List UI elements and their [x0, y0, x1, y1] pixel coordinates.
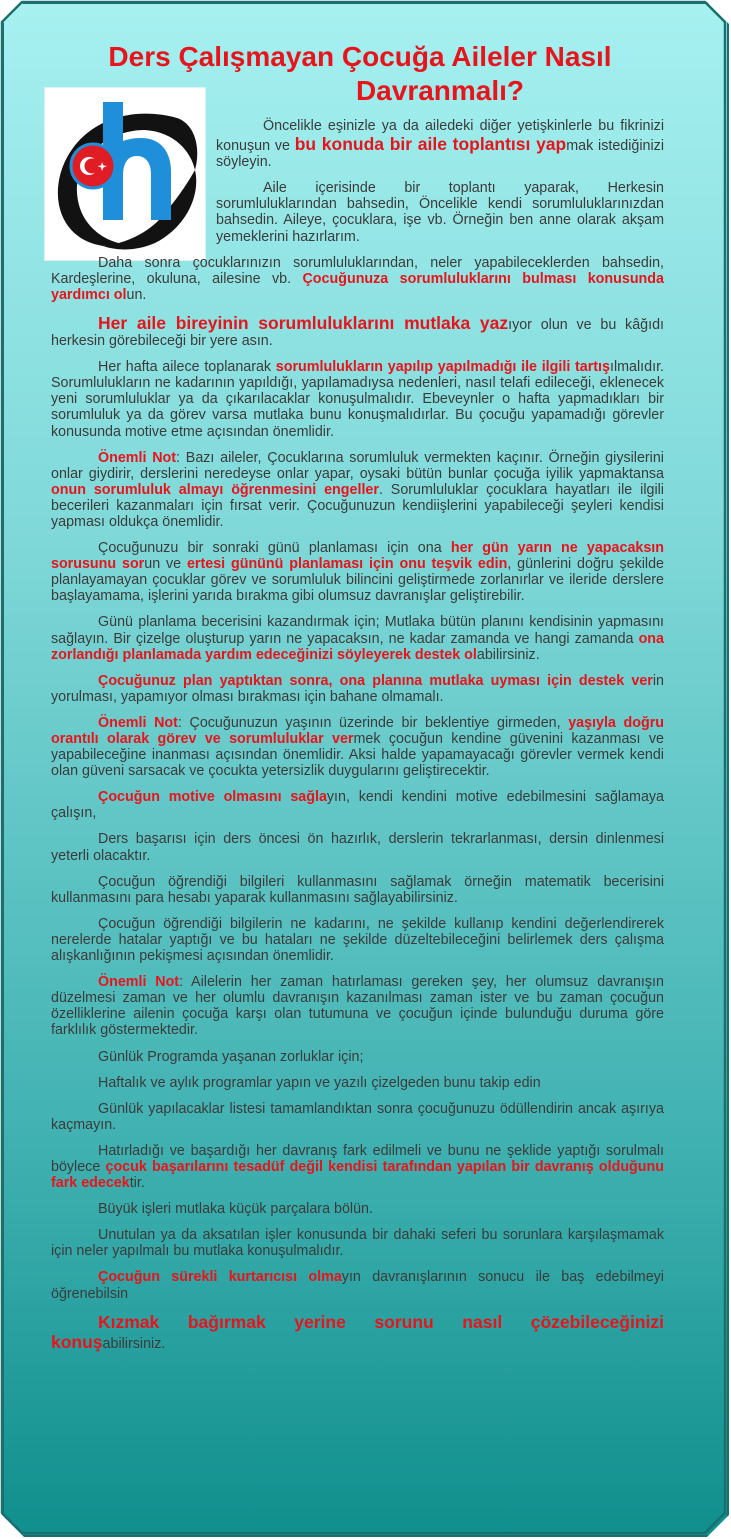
- body-text: : Ailelerin her zaman hatırlaması gereken şey, her olumsuz davranışın düzelmesi zaman ve her olumlu davranışın kazanılması zaman ister ve bu zaman çocuğun özelliklerine ailenin çocuğa karşı olan tutumuna ve çocuğun içinde bulunduğu duruma göre farklılık göstermektedir.: [51, 974, 664, 1039]
- body-text: Büyük işleri mutlaka küçük parçalara bölün.: [98, 1201, 373, 1218]
- article-paragraph: [51, 1075, 664, 1091]
- highlighted-text: sorumlulukların yapılıp yapılmadığı ile ilgili tartış: [275, 359, 610, 376]
- article-paragraph: [51, 673, 664, 705]
- body-text: Haftalık ve aylık programlar yapın ve yazılı çizelgeden bunu takip edin: [98, 1074, 541, 1091]
- highlighted-text: çocuk başarılarını tesadüf değil kendisi tarafından yapılan bir davranış olduğunu fark edecek: [51, 1158, 664, 1192]
- article-paragraph: [51, 1101, 664, 1133]
- highlighted-text: Çocuğun motive olmasını sağla: [98, 789, 327, 806]
- body-text: Unutulan ya da aksatılan işler konusunda bir dahaki seferi bu sorunlara karşılaşmamak için neler yapılmalı bu mutlaka konuşulmalıdır.: [51, 1227, 664, 1260]
- body-text: tir.: [129, 1175, 145, 1192]
- body-text: Öncelikle eşinizle ya da ailedeki diğer yetişkinlerle bu fikrinizi konuşun ve: [216, 118, 664, 155]
- page-title-line-2: Davranmalı?: [355, 75, 525, 106]
- highlighted-text: ertesi gününü planlaması için onu teşvik edin: [186, 556, 508, 573]
- highlighted-text: Çocuğunuz plan yaptıktan sonra, ona planına mutlaka uyması için destek ver: [98, 672, 653, 689]
- body-text: Çocuğun öğrendiği bilgileri kullanmasını sağlamak örneğin matematik becerisini kullanmasını para hesabı yaparak kullanmasını sağlayabilirsiniz.: [51, 873, 664, 906]
- article-paragraph: [51, 1312, 664, 1352]
- highlighted-text: bu konuda bir aile toplantısı yap: [294, 134, 567, 155]
- article-paragraph: [51, 1201, 664, 1217]
- highlighted-text: Önemli Not: [98, 714, 178, 731]
- article-paragraph: [51, 1049, 664, 1065]
- article-paragraph: [51, 359, 664, 439]
- body-text: Günlük yapılacaklar listesi tamamlandıktan sonra çocuğunuzu ödüllendirin ancak aşırıya kaçmayın.: [51, 1100, 664, 1133]
- article-paragraph: [51, 831, 664, 863]
- page-title-line-1: Ders Çalışmayan Çocuğa Aileler Nasıl: [108, 41, 612, 72]
- body-text: in yorulması, yapamıyor olması bırakması için bahane olmamalı.: [51, 672, 664, 705]
- body-text: Ders başarısı için ders öncesi ön hazırlık, derslerin tekrarlanması, dersin dinlenmesi yeterli olacaktır.: [51, 831, 664, 864]
- body-text: . Sorumluluklar çocuklara hayatları ile ilgili becerileri kazanmaları için fırsat verir. Çocuğunuzun kendiişlerini yapabileceği şeyleri kendisi yapması oldukça önemlidir.: [51, 481, 664, 530]
- highlighted-text: her gün yarın ne yapacaksın sorusunu sor: [51, 540, 665, 573]
- highlighted-text: Çocuğun sürekli kurtarıcısı olma: [98, 1269, 342, 1286]
- article-paragraph: [51, 715, 664, 779]
- article-paragraph: [51, 255, 664, 303]
- article-paragraph: [216, 180, 664, 244]
- body-text: , günlerini doğru şekilde planlayamayan çocuklar görev ve sorumluluk bilincini geliştirmede zorlanırlar ve ileride derslere başlayamama, işlerini yarıda bırakma gibi olumsuz davranışlar geliştirebilir.: [51, 556, 664, 605]
- body-text: Aile içerisinde bir toplantı yaparak, Herkesin sorumluluklarından bahsedin, Öncelikle kendi sorumluluklarınızdan bahsedin. Aileye, çocuklara, işe vb. Örneğin ben anne olarak akşam yemeklerini hazırlarım.: [216, 180, 664, 245]
- article-paragraph: [51, 614, 664, 662]
- body-text: Her hafta ailece toplanarak: [98, 359, 276, 376]
- highlighted-text: Her aile bireyinin sorumluluklarını mutlaka yaz: [98, 312, 509, 333]
- body-text: mak istediğinizi söyleyin.: [216, 138, 664, 171]
- body-text: un ve: [144, 556, 187, 573]
- article-paragraph: [51, 540, 664, 604]
- highlighted-text: Önemli Not: [98, 449, 177, 466]
- highlighted-text: Kızmak bağırmak yerine sorunu nasıl çözebileceğinizi konuş: [51, 1311, 664, 1352]
- body-text: Çocuğun öğrendiği bilgilerin ne kadarını, ne şekilde kullanıp kendini değerlendirerek nerelerde hatalar yaptığı ve bu hataları ne şekilde düzeltebileceğini belirlemek ders çalışma alışkanlığının pekişmesi açısından önemlidir.: [51, 915, 664, 965]
- article-paragraph: [51, 1143, 664, 1191]
- body-text: ılmalıdır. Sorumlulukların ne kadarının yapıldığı, yapılamadıysa nedenleri, nasıl telafi edileceği, eklenecek yeni sorumluluklar ya da çıkarılacaklar konuşulmalıdır. Ebeveynler o hafta yapmadıkları bir sorumluluk ya da görev varsa mutlaka bunu konuşmalıdırlar. Bu çocuğu yapamadığı görevler konusunda motive etme açısından önemlidir.: [51, 359, 665, 440]
- article-paragraph: [51, 916, 664, 964]
- body-text: : Çocuğunuzun yaşının üzerinde bir beklentiye girmeden,: [177, 714, 569, 731]
- highlighted-text: Çocuğunuza sorumluluklarını bulması konusunda yardımcı ol: [51, 270, 664, 303]
- article-paragraph: [51, 313, 664, 349]
- body-text: Çocuğunuzu bir sonraki günü planlaması için ona: [98, 540, 451, 557]
- article-paragraph: [51, 974, 664, 1038]
- body-text: yın davranışlarının sonucu ile baş edebilmeyi öğrenebilsin: [51, 1269, 664, 1302]
- highlighted-text: onun sorumluluk almayı öğrenmesini engeller: [51, 481, 379, 498]
- highlighted-text: yaşıyla doğru orantılı olarak görev ve sorumluluklar ver: [51, 714, 664, 747]
- article-paragraph: [51, 1269, 664, 1301]
- article-paragraph: [51, 450, 664, 530]
- body-text: un.: [126, 286, 147, 303]
- body-text: mek çocuğun kendine güvenini kazanması ve yapabileceğine inanması açısından önemlidir. Aksi halde yapamayacağı görevler vermek kendi olan güveni sarsacak ve çocukta yetersizlik duygularını geliştirecektir.: [51, 731, 664, 780]
- highlighted-text: Önemli Not: [98, 974, 180, 991]
- body-text: Günü planlama becerisini kazandırmak için; Mutlaka bütün planını kendisinin yapmasını sağlayın. Bir çizelge oluşturup yarın ne yapacaksın, ne kadar zamanda ve hangi zamanda: [51, 614, 664, 647]
- body-text: abilirsiniz.: [476, 646, 540, 663]
- body-text: Günlük Programda yaşanan zorluklar için;: [98, 1048, 364, 1065]
- body-text: yın, kendi kendini motive edebilmesini sağlamaya çalışın,: [51, 789, 665, 822]
- article-paragraph: [51, 874, 664, 906]
- article-paragraph: [216, 118, 664, 170]
- article-paragraph: [51, 789, 664, 821]
- body-text: ıyor olun ve bu kâğıdı herkesin görebileceği bir yere asın.: [51, 316, 665, 350]
- article-body: [51, 118, 664, 1362]
- article-paragraph: [51, 1227, 664, 1259]
- body-text: Hatırladığı ve başardığı her davranış fark edilmeli ve bunu ne şeklide yaptığı sorulmalı böylece: [51, 1142, 664, 1175]
- body-text: : Bazı aileler, Çocuklarına sorumluluk vermekten kaçınır. Örneğin giysilerini onlar giydirir, derslerini neredeyse onlar yapar, oysaki bütün bunlar çocuğa iyilik yapmaktansa: [51, 449, 664, 482]
- body-text: Daha sonra çocuklarınızın sorumluluklarından, neler yapabileceklerden bahsedin, Kardeşlerine, okuluna, ailesine vb.: [51, 254, 664, 287]
- highlighted-text: ona zorlandığı planlamada yardım edeceğinizi söyleyerek destek ol: [51, 630, 664, 663]
- body-text: abilirsiniz.: [102, 1335, 166, 1352]
